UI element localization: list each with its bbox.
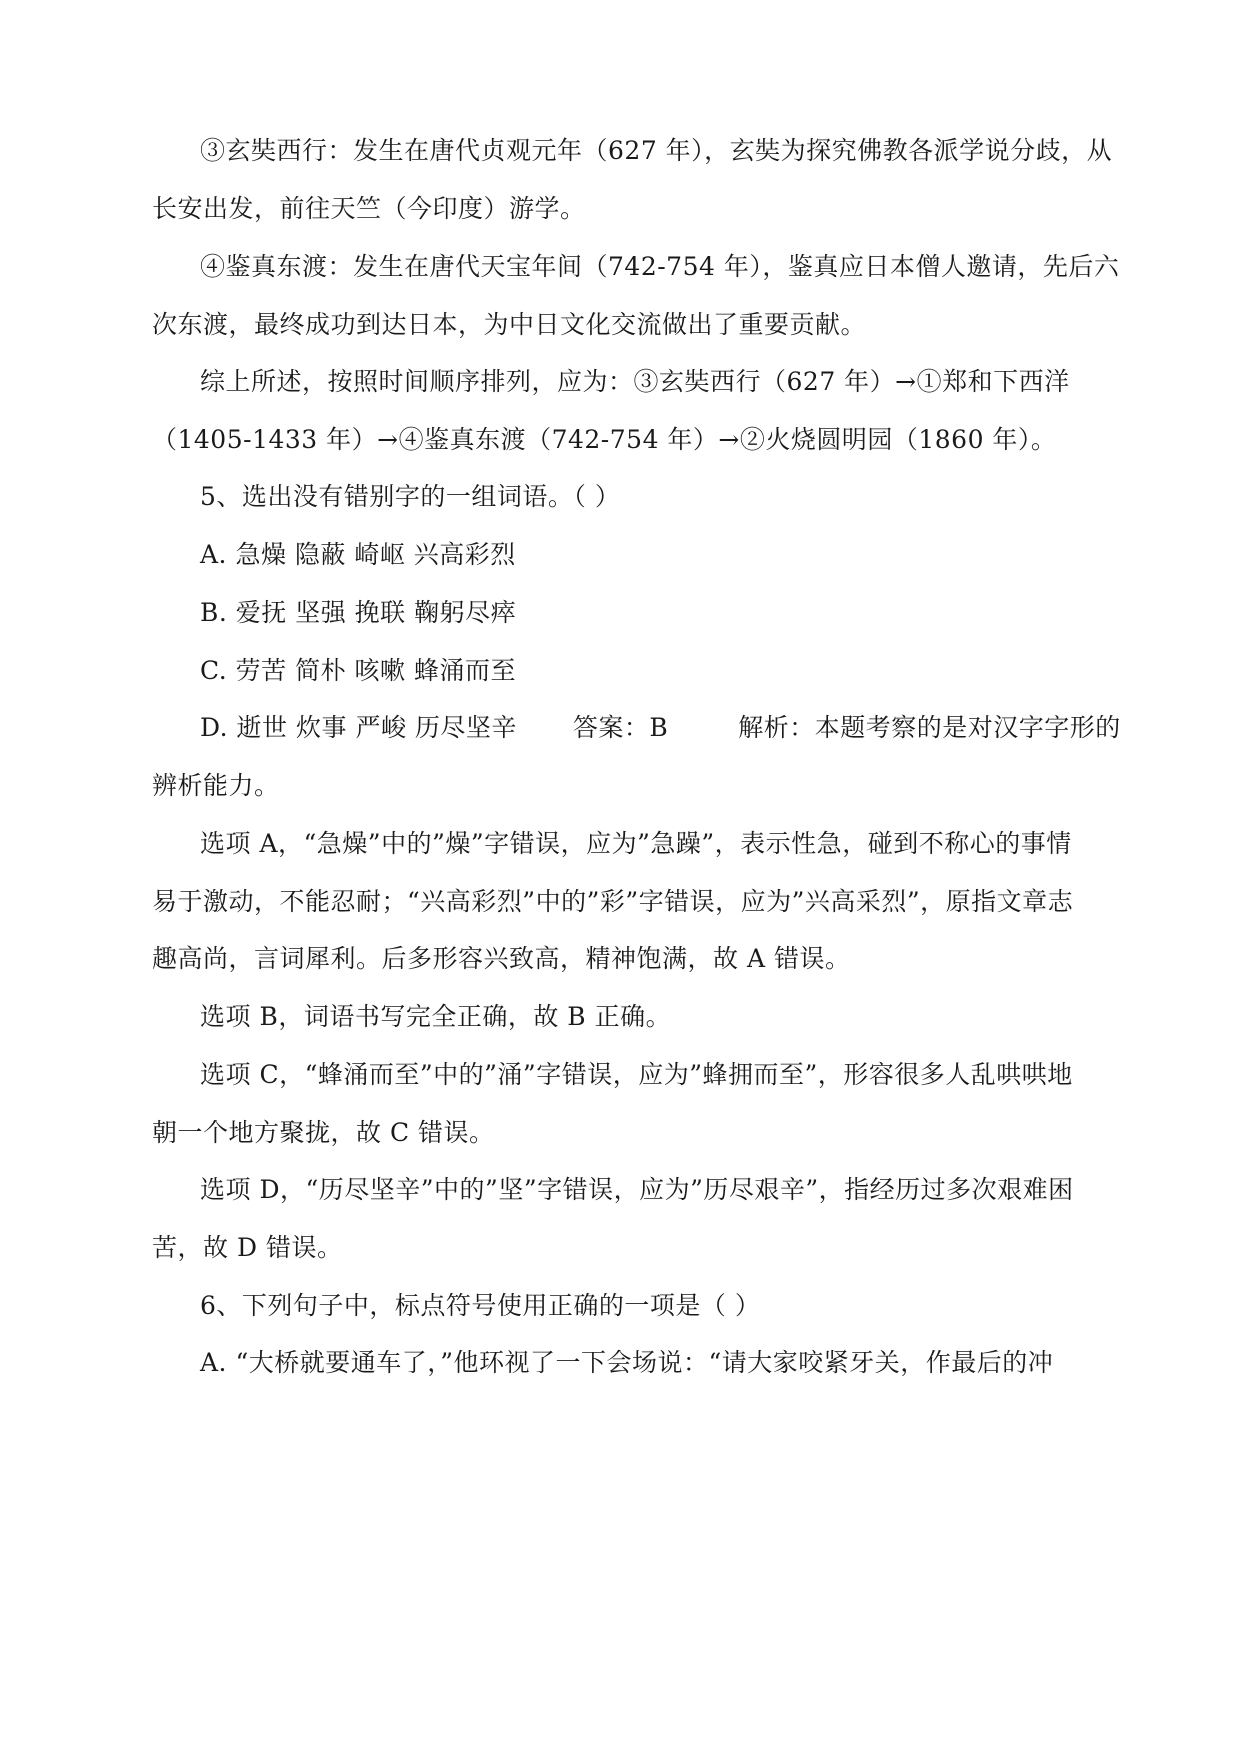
option-d: D. 逝世 炊事 严峻 历尽坚辛 <box>200 713 517 742</box>
question-5-title: 5、选出没有错别字的一组词语。（ ） <box>200 482 621 511</box>
paragraph-line: 易于激动，不能忍耐；“兴高彩烈”中的”彩”字错误，应为”兴高采烈”，原指文章志 <box>152 887 1074 916</box>
paragraph-line: 长安出发，前往天竺（今印度）游学。 <box>152 194 586 223</box>
paragraph-line: 选项 A，“急燥”中的”燥”字错误，应为”急躁”，表示性急，碰到不称心的事情 <box>200 829 1072 858</box>
paragraph-line: 选项 D，“历尽坚辛”中的”坚”字错误，应为”历尽艰辛”，指经历过多次艰难困 <box>200 1175 1074 1204</box>
option-a: A. 急燥 隐蔽 崎岖 兴高彩烈 <box>200 540 516 569</box>
option-a: A. “大桥就要通车了，”他环视了一下会场说：“请大家咬紧牙关，作最后的冲 <box>200 1348 1054 1377</box>
analysis-start: 解析：本题考察的是对汉字字形的 <box>738 713 1121 742</box>
option-c: C. 劳苦 简朴 咳嗽 蜂涌而至 <box>200 656 516 685</box>
paragraph-line: ④鉴真东渡：发生在唐代天宝年间（742-754 年），鉴真应日本僧人邀请，先后六 <box>200 252 1120 281</box>
paragraph-line: ③玄奘西行：发生在唐代贞观元年（627 年），玄奘为探究佛教各派学说分歧，从 <box>200 136 1113 165</box>
answer: 答案：B <box>572 713 669 742</box>
paragraph-line: 趣高尚，言词犀利。后多形容兴致高，精神饱满，故 A 错误。 <box>152 944 851 973</box>
paragraph-line: 苦，故 D 错误。 <box>152 1233 343 1262</box>
paragraph-line: （1405-1433 年）→④鉴真东渡（742-754 年）→②火烧圆明园（1860 年）。 <box>152 425 1057 454</box>
paragraph-line: 次东渡，最终成功到达日本，为中日文化交流做出了重要贡献。 <box>152 310 867 339</box>
option-d-line <box>200 713 1140 743</box>
option-b: B. 爱抚 坚强 挽联 鞠躬尽瘁 <box>200 598 517 627</box>
paragraph-line: 辨析能力。 <box>152 771 280 800</box>
paragraph-line: 综上所述，按照时间顺序排列，应为：③玄奘西行（627 年）→①郑和下西洋 <box>200 367 1070 396</box>
question-6-title: 6、下列句子中，标点符号使用正确的一项是（ ） <box>200 1291 761 1320</box>
paragraph-line: 朝一个地方聚拢，故 C 错误。 <box>152 1118 495 1147</box>
paragraph-line: 选项 C，“蜂涌而至”中的”涌”字错误，应为”蜂拥而至”，形容很多人乱哄哄地 <box>200 1060 1073 1089</box>
paragraph-line: 选项 B，词语书写完全正确，故 B 正确。 <box>200 1002 672 1031</box>
